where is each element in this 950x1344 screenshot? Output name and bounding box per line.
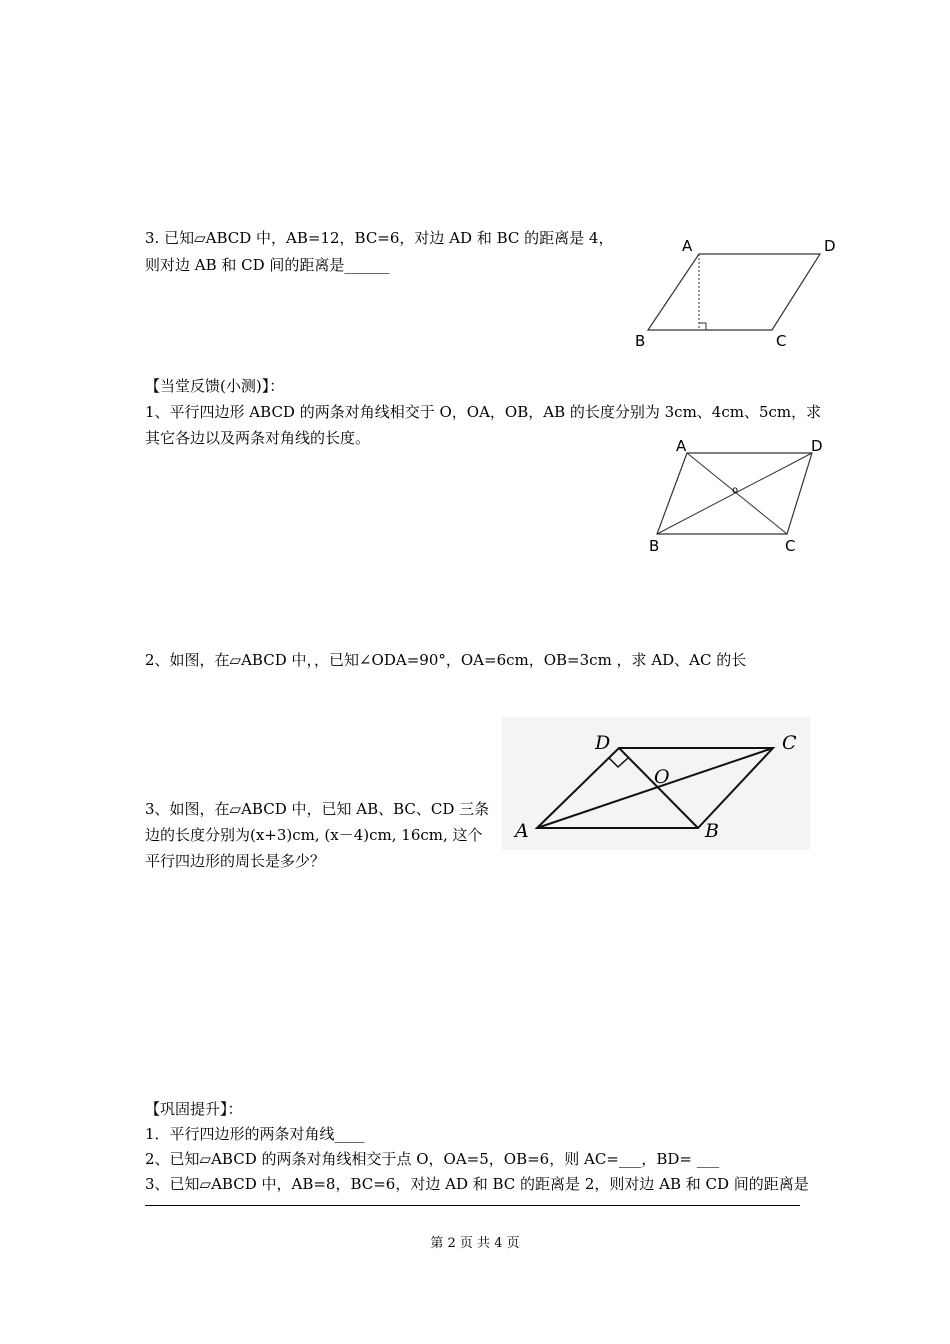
label-c: C xyxy=(776,332,787,350)
label-d: D xyxy=(824,237,836,255)
feedback-heading: 【当堂反馈(小测)】： xyxy=(145,377,285,395)
label-c: C xyxy=(785,537,796,555)
feedback-q3-line3: 平行四边形的周长是多少？ xyxy=(145,852,326,870)
feedback-q2: 2、如图，在▱ABCD 中，，已知∠ODA=90°，OA=6cm，OB=3cm ，求 AD、AC 的长 xyxy=(145,651,747,669)
label-o: o xyxy=(732,485,739,496)
feedback-q1-line2: 其它各边以及两条对角线的长度。 xyxy=(145,429,371,447)
label-b: B xyxy=(649,537,660,555)
label-o: O xyxy=(654,766,670,788)
figure-parallelogram-diagonals xyxy=(640,433,840,558)
consolidate-q3: 3、已知▱ABCD 中，AB=8，BC=6，对边 AD 和 BC 的距离是 2，则对边 AB 和 CD 间的距离是 xyxy=(145,1175,809,1193)
prev-q3-line1: 3. 已知▱ABCD 中，AB=12，BC=6，对边 AD 和 BC 的距离是 4， xyxy=(145,229,614,247)
right-angle-mark xyxy=(699,323,706,330)
label-a: A xyxy=(682,237,693,255)
label-a: A xyxy=(515,820,529,842)
label-d: D xyxy=(595,732,611,754)
consolidate-q2: 2、已知▱ABCD 的两条对角线相交于点 O，OA=5，OB=6，则 AC=___，BD= ___ xyxy=(145,1150,720,1168)
label-b: B xyxy=(635,332,646,350)
figure-parallelogram-height xyxy=(630,230,845,355)
figure-parallelogram-odа xyxy=(502,717,810,850)
page-number: 第 2 页 共 4 页 xyxy=(430,1236,520,1251)
footer-divider xyxy=(145,1205,800,1206)
consolidate-q1: 1．平行四边形的两条对角线____ xyxy=(145,1125,365,1143)
label-c: C xyxy=(782,732,797,754)
prev-q3-line2: 则对边 AB 和 CD 间的距离是______ xyxy=(145,256,390,274)
label-a: A xyxy=(676,437,687,455)
feedback-q3-line2: 边的长度分别为(x+3)cm, (x－4)cm, 16cm, 这个 xyxy=(145,826,483,844)
feedback-q1-line1: 1、平行四边形 ABCD 的两条对角线相交于 O，OA，OB，AB 的长度分别为 3cm、4cm、5cm，求 xyxy=(145,403,822,421)
consolidate-heading: 【巩固提升】： xyxy=(145,1100,243,1118)
parallelogram-outline xyxy=(648,254,820,330)
label-b: B xyxy=(705,820,719,842)
feedback-q3-line1: 3、如图，在▱ABCD 中，已知 AB、BC、CD 三条 xyxy=(145,800,490,818)
label-d: D xyxy=(811,437,823,455)
